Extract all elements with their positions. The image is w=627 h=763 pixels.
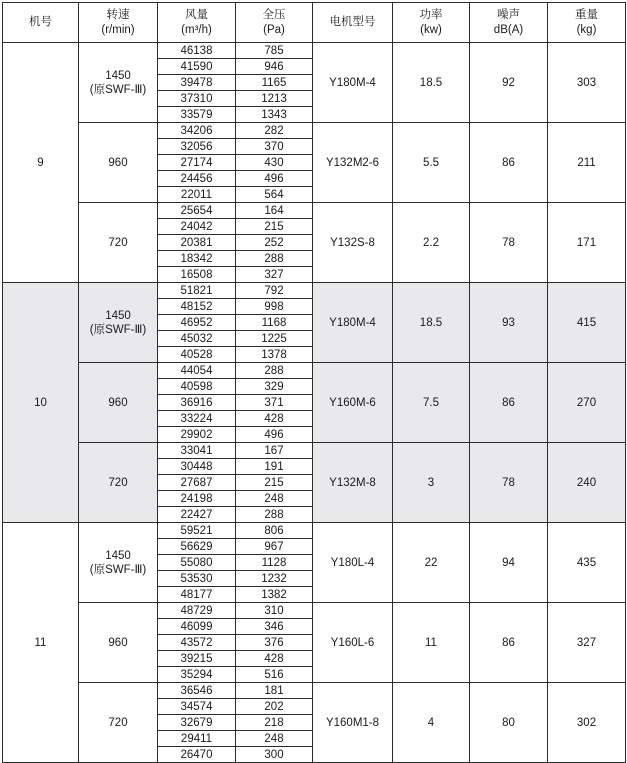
header-noise-unit: dB(A)	[493, 23, 524, 36]
header-power	[393, 3, 470, 43]
fan-spec-table	[2, 2, 626, 763]
speed-cell	[79, 123, 158, 203]
motor-cell: Y132S-8	[313, 203, 393, 283]
table-row	[3, 363, 626, 379]
model-number-cell: 11	[3, 523, 79, 763]
noise-cell: 78	[470, 443, 548, 523]
power-cell: 22	[393, 523, 470, 603]
pressure-cell: 430	[236, 155, 313, 171]
header-speed-label: 转速	[106, 8, 130, 21]
speed-value: 720	[108, 236, 128, 249]
flow-cell: 37310	[158, 91, 236, 107]
pressure-cell: 215	[236, 475, 313, 491]
flow-cell: 29411	[158, 731, 236, 747]
power-cell: 3	[393, 443, 470, 523]
speed-value: 720	[108, 716, 128, 729]
pressure-cell: 1128	[236, 555, 313, 571]
pressure-cell: 428	[236, 651, 313, 667]
flow-cell: 56629	[158, 539, 236, 555]
noise-cell: 86	[470, 363, 548, 443]
flow-cell: 39478	[158, 75, 236, 91]
flow-cell: 33579	[158, 107, 236, 123]
header-flow-label: 风量	[185, 8, 208, 21]
header-pressure-label: 全压	[262, 8, 286, 21]
flow-cell: 24198	[158, 491, 236, 507]
header-model-label: 机号	[29, 16, 52, 28]
table-row	[3, 203, 626, 219]
speed-cell	[79, 443, 158, 523]
pressure-cell: 496	[236, 427, 313, 443]
header-power-label: 功率	[419, 8, 443, 21]
header-pressure	[236, 3, 313, 43]
pressure-cell: 1225	[236, 331, 313, 347]
header-weight-label: 重量	[575, 8, 598, 21]
speed-value: 1450	[105, 549, 131, 562]
flow-cell: 25654	[158, 203, 236, 219]
table-header	[3, 3, 626, 43]
pressure-cell: 191	[236, 459, 313, 475]
header-row	[3, 3, 626, 43]
flow-cell: 30448	[158, 459, 236, 475]
speed-cell	[79, 363, 158, 443]
pressure-cell: 181	[236, 683, 313, 699]
pressure-cell: 370	[236, 139, 313, 155]
noise-cell: 94	[470, 523, 548, 603]
noise-cell: 78	[470, 203, 548, 283]
header-power-unit: (kw)	[420, 23, 442, 36]
speed-cell	[79, 603, 158, 683]
speed-value: 960	[108, 396, 128, 409]
flow-cell: 27174	[158, 155, 236, 171]
pressure-cell: 164	[236, 203, 313, 219]
flow-cell: 51821	[158, 283, 236, 299]
header-noise-label: 噪声	[497, 8, 520, 21]
pressure-cell: 327	[236, 267, 313, 283]
pressure-cell: 376	[236, 635, 313, 651]
speed-cell	[79, 203, 158, 283]
weight-cell: 302	[548, 683, 626, 763]
flow-cell: 22011	[158, 187, 236, 203]
flow-cell: 20381	[158, 235, 236, 251]
power-cell: 18.5	[393, 43, 470, 123]
power-cell: 11	[393, 603, 470, 683]
speed-value: 1450	[105, 309, 131, 322]
pressure-cell: 1382	[236, 587, 313, 603]
noise-cell: 80	[470, 683, 548, 763]
power-cell: 4	[393, 683, 470, 763]
pressure-cell: 1165	[236, 75, 313, 91]
flow-cell: 27687	[158, 475, 236, 491]
pressure-cell: 564	[236, 187, 313, 203]
weight-cell: 270	[548, 363, 626, 443]
flow-cell: 40528	[158, 347, 236, 363]
motor-cell: Y180L-4	[313, 523, 393, 603]
motor-cell: Y132M2-6	[313, 123, 393, 203]
speed-cell	[79, 283, 158, 363]
header-motor-label: 电机型号	[329, 16, 376, 28]
pressure-cell: 1378	[236, 347, 313, 363]
noise-cell: 92	[470, 43, 548, 123]
pressure-cell: 288	[236, 363, 313, 379]
flow-cell: 39215	[158, 651, 236, 667]
flow-cell: 48729	[158, 603, 236, 619]
header-motor	[313, 3, 393, 43]
flow-cell: 29902	[158, 427, 236, 443]
pressure-cell: 329	[236, 379, 313, 395]
flow-cell: 16508	[158, 267, 236, 283]
speed-value: 960	[108, 636, 128, 649]
pressure-cell: 346	[236, 619, 313, 635]
speed-cell	[79, 523, 158, 603]
speed-cell	[79, 43, 158, 123]
pressure-cell: 428	[236, 411, 313, 427]
speed-note: (原SWF-Ⅲ)	[89, 83, 147, 96]
pressure-cell: 1213	[236, 91, 313, 107]
flow-cell: 32679	[158, 715, 236, 731]
pressure-cell: 1343	[236, 107, 313, 123]
table-row	[3, 283, 626, 299]
flow-cell: 35294	[158, 667, 236, 683]
speed-value: 1450	[105, 69, 131, 82]
pressure-cell: 792	[236, 283, 313, 299]
header-flow-unit: (m³/h)	[181, 23, 212, 36]
pressure-cell: 785	[236, 43, 313, 59]
weight-cell: 327	[548, 603, 626, 683]
flow-cell: 24042	[158, 219, 236, 235]
pressure-cell: 1168	[236, 315, 313, 331]
power-cell: 18.5	[393, 283, 470, 363]
table-row	[3, 603, 626, 619]
header-model	[3, 3, 79, 43]
power-cell: 2.2	[393, 203, 470, 283]
pressure-cell: 496	[236, 171, 313, 187]
power-cell: 5.5	[393, 123, 470, 203]
flow-cell: 48177	[158, 587, 236, 603]
motor-cell: Y160M1-8	[313, 683, 393, 763]
noise-cell: 86	[470, 123, 548, 203]
flow-cell: 45032	[158, 331, 236, 347]
flow-cell: 46952	[158, 315, 236, 331]
flow-cell: 59521	[158, 523, 236, 539]
pressure-cell: 371	[236, 395, 313, 411]
flow-cell: 34574	[158, 699, 236, 715]
motor-cell: Y180M-4	[313, 43, 393, 123]
flow-cell: 40598	[158, 379, 236, 395]
speed-note: (原SWF-Ⅲ)	[89, 323, 147, 336]
model-number-cell: 9	[3, 43, 79, 283]
pressure-cell: 288	[236, 507, 313, 523]
flow-cell: 55080	[158, 555, 236, 571]
pressure-cell: 215	[236, 219, 313, 235]
table-row	[3, 123, 626, 139]
speed-value: 960	[108, 156, 128, 169]
weight-cell: 240	[548, 443, 626, 523]
pressure-cell: 282	[236, 123, 313, 139]
pressure-cell: 300	[236, 747, 313, 763]
table-row	[3, 523, 626, 539]
model-number-cell: 10	[3, 283, 79, 523]
table-row	[3, 443, 626, 459]
motor-cell: Y160M-6	[313, 363, 393, 443]
pressure-cell: 1232	[236, 571, 313, 587]
pressure-cell: 167	[236, 443, 313, 459]
flow-cell: 33224	[158, 411, 236, 427]
header-weight	[548, 3, 626, 43]
pressure-cell: 288	[236, 251, 313, 267]
pressure-cell: 248	[236, 731, 313, 747]
motor-cell: Y180M-4	[313, 283, 393, 363]
table-row	[3, 43, 626, 59]
pressure-cell: 967	[236, 539, 313, 555]
pressure-cell: 202	[236, 699, 313, 715]
weight-cell: 171	[548, 203, 626, 283]
pressure-cell: 946	[236, 59, 313, 75]
weight-cell: 435	[548, 523, 626, 603]
table-body	[3, 43, 626, 763]
pressure-cell: 806	[236, 523, 313, 539]
noise-cell: 86	[470, 603, 548, 683]
speed-note: (原SWF-Ⅲ)	[89, 563, 147, 576]
weight-cell: 211	[548, 123, 626, 203]
table-row	[3, 683, 626, 699]
pressure-cell: 218	[236, 715, 313, 731]
weight-cell: 303	[548, 43, 626, 123]
header-flow	[158, 3, 236, 43]
flow-cell: 33041	[158, 443, 236, 459]
flow-cell: 24456	[158, 171, 236, 187]
speed-value: 720	[108, 476, 128, 489]
noise-cell: 93	[470, 283, 548, 363]
pressure-cell: 516	[236, 667, 313, 683]
flow-cell: 32056	[158, 139, 236, 155]
flow-cell: 46138	[158, 43, 236, 59]
flow-cell: 36916	[158, 395, 236, 411]
weight-cell: 415	[548, 283, 626, 363]
flow-cell: 46099	[158, 619, 236, 635]
flow-cell: 41590	[158, 59, 236, 75]
pressure-cell: 248	[236, 491, 313, 507]
flow-cell: 26470	[158, 747, 236, 763]
flow-cell: 44054	[158, 363, 236, 379]
header-noise	[470, 3, 548, 43]
motor-cell: Y132M-8	[313, 443, 393, 523]
pressure-cell: 310	[236, 603, 313, 619]
speed-cell	[79, 683, 158, 763]
header-speed	[79, 3, 158, 43]
header-pressure-unit: (Pa)	[263, 23, 285, 36]
flow-cell: 48152	[158, 299, 236, 315]
motor-cell: Y160L-6	[313, 603, 393, 683]
header-weight-unit: (kg)	[576, 23, 597, 36]
flow-cell: 18342	[158, 251, 236, 267]
flow-cell: 53530	[158, 571, 236, 587]
flow-cell: 36546	[158, 683, 236, 699]
flow-cell: 22427	[158, 507, 236, 523]
flow-cell: 34206	[158, 123, 236, 139]
flow-cell: 43572	[158, 635, 236, 651]
pressure-cell: 998	[236, 299, 313, 315]
power-cell: 7.5	[393, 363, 470, 443]
header-speed-unit: (r/min)	[101, 23, 135, 36]
pressure-cell: 252	[236, 235, 313, 251]
